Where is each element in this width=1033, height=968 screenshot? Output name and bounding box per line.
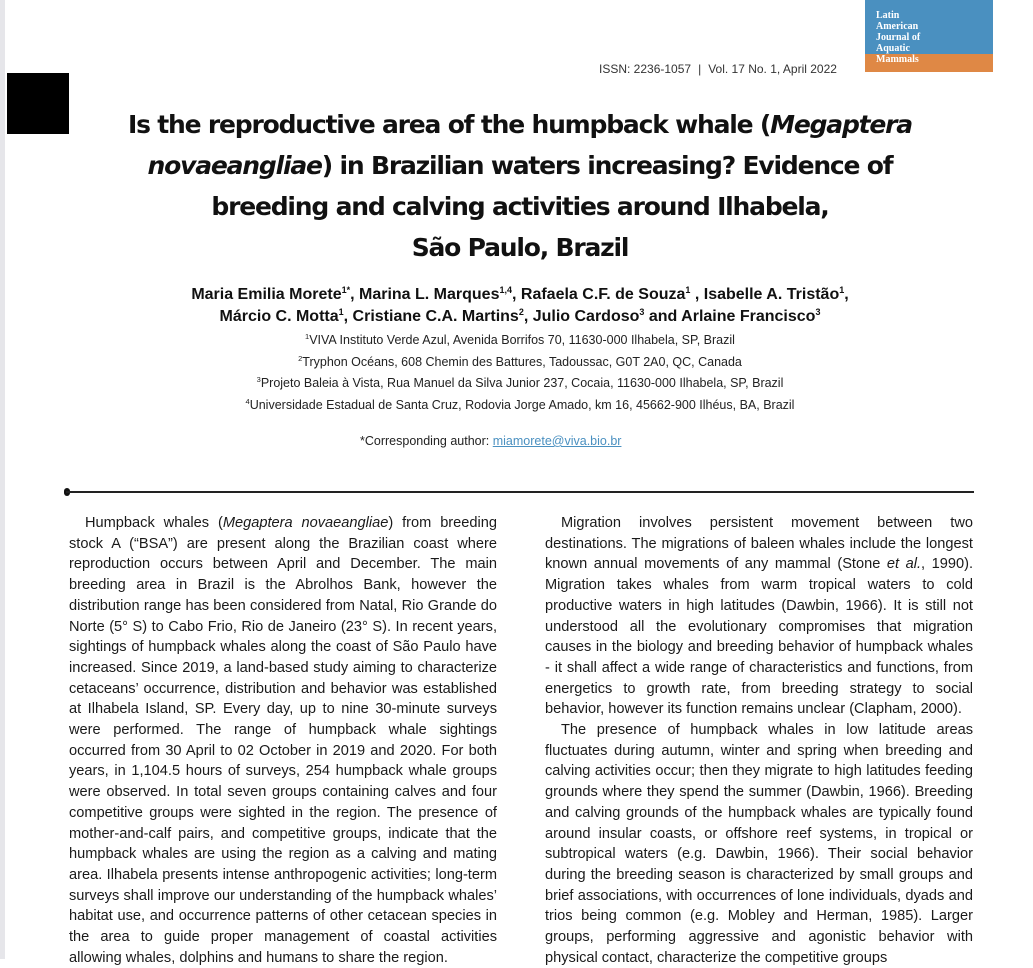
affiliation-text: VIVA Instituto Verde Azul, Avenida Borrifos 70, 11630-000 Ilhabela, SP, Brazil bbox=[309, 333, 735, 347]
page-left-edge bbox=[0, 0, 5, 959]
author-affiliation-marker: 3 bbox=[815, 307, 821, 317]
intro-paragraph-1 bbox=[545, 513, 973, 720]
author-affiliation-marker: 3 bbox=[639, 307, 645, 317]
author-name: Julio Cardoso bbox=[532, 308, 640, 325]
title-text-1: Is the reproductive area of the humpback whale ( bbox=[128, 110, 771, 139]
author-affiliation-marker: 1 bbox=[685, 285, 691, 295]
corresponding-label: *Corresponding author: bbox=[360, 434, 493, 448]
author-name: Cristiane C.A. Martins bbox=[352, 308, 519, 325]
intro-column-right bbox=[545, 513, 973, 968]
affiliation bbox=[130, 373, 910, 395]
author-separator: , bbox=[343, 308, 353, 325]
author-affiliation-marker: 2 bbox=[518, 307, 524, 317]
author-name: Arlaine Francisco bbox=[681, 308, 816, 325]
author-separator: , bbox=[844, 286, 849, 303]
species-italic: Megaptera novaeangliae bbox=[222, 515, 389, 531]
intro-p1-start: Migration involves persistent movement between two destinations. The migrations of baleen whales include the longest known annual movements of any mammal (Stone bbox=[545, 515, 973, 573]
abstract-column-left bbox=[69, 513, 497, 968]
author-name: Rafaela C.F. de Souza bbox=[520, 286, 686, 303]
journal-logo bbox=[865, 0, 993, 72]
affiliation-text: Universidade Estadual de Santa Cruz, Rodovia Jorge Amado, km 16, 45662-900 Ilhéus, BA, Brazil bbox=[249, 397, 795, 412]
corresponding-author bbox=[360, 433, 621, 449]
affiliation bbox=[130, 330, 910, 352]
issue-info: Vol. 17 No. 1, April 2022 bbox=[708, 62, 837, 76]
author-list bbox=[90, 284, 950, 328]
title-text-3: São Paulo, Brazil bbox=[411, 233, 629, 262]
abstract-text-start: Humpback whales ( bbox=[85, 515, 223, 531]
author-separator: , bbox=[512, 286, 521, 303]
issn-line bbox=[599, 62, 837, 77]
intro-p1-rest: , 1990). Migration takes whales from warm tropical waters to cold productive waters in high latitudes (Dawbin, 1966). It is still not understood all the evolutionary compromises that migration causes in the biology and breeding behavior of humpback whales - it shall affect a wide range of characteristics and functions, from energetics to growth rate, from breeding strategy to social behavior, however its function remains unclear (Clapham, 2000). bbox=[545, 556, 974, 718]
header-divider bbox=[66, 491, 974, 493]
affiliation bbox=[130, 395, 910, 417]
author-affiliation-marker: 1 bbox=[839, 285, 845, 295]
affiliation-marker: 2 bbox=[298, 353, 303, 363]
affiliation-marker: 3 bbox=[256, 375, 261, 384]
affiliation-marker: 4 bbox=[245, 396, 250, 406]
affiliation bbox=[130, 352, 910, 374]
journal-logo-text: Latin American Journal of Aquatic Mammals bbox=[876, 10, 921, 65]
corresponding-email-link[interactable]: miamorete@viva.bio.br bbox=[492, 434, 622, 448]
author-affiliation-marker: 1 bbox=[338, 307, 344, 317]
title-text-2: ) in Brazilian waters increasing? Evidence of breeding and calving activities around Ilhabela, bbox=[211, 151, 893, 221]
author-name: Marina L. Marques bbox=[359, 286, 500, 303]
affiliation-text: Tryphon Océans, 608 Chemin des Battures, Tadoussac, G0T 2A0, QC, Canada bbox=[302, 354, 742, 369]
affiliation-text: Projeto Baleia à Vista, Rua Manuel da Silva Junior 237, Cocaia, 11630-000 Ilhabela, SP, Brazil bbox=[260, 376, 784, 390]
author-affiliation-marker: 1,4 bbox=[499, 285, 512, 295]
et-al-italic: et al. bbox=[886, 556, 922, 573]
issn: ISSN: 2236-1057 bbox=[599, 62, 692, 76]
article-title bbox=[100, 104, 940, 268]
author-name: Maria Emilia Morete bbox=[191, 286, 342, 303]
author-separator: and bbox=[644, 308, 682, 325]
redaction-block bbox=[7, 73, 69, 134]
author-affiliation-marker: 1* bbox=[341, 285, 351, 295]
title-species-italic: Megaptera novaeangliae bbox=[147, 110, 912, 180]
affiliation-marker: 1 bbox=[305, 332, 310, 341]
abstract-text-rest: ) from breeding stock A (“BSA”) are present along the Brazilian coast where reproduction occurs between April and December. The main breeding area in Brazil is the Abrolhos Bank, however the distribution range has been considered from Natal, Rio Grande do Norte (5° S) to Cabo Frio, Rio de Janeiro (23° S). In recent years, sightings of humpback whales along the coast of São Paulo have increased. Since 2019, a land-based study aiming to characterize cetaceans’ occurrence, distribution and behavior was established at Ilhabela Island, SP. Every day, up to nine 30-minute surveys were performed. The range of humpback whale sightings occurred from 30 April to 02 October in 2019 and 2020. For both years, in 1,104.5 hours of surveys, 254 humpback whale groups were observed. In total seven groups containing calves and four competitive groups were sighted in the region. The presence of mother-and-calf pairs, and competitive groups, indicate that the humpback whales are using the region as a calving and mating area. Ilhabela presents intense anthropogenic activities; long-term surveys shall improve our understanding of the humpback whales’ habitat use, and occurrence patterns of other cetacean species in the area to guide proper management of coastal activities allowing whales, dolphins and humans to share the region. bbox=[69, 515, 497, 966]
abstract-paragraph bbox=[69, 513, 497, 968]
author-separator: , bbox=[350, 286, 359, 303]
author-separator: , bbox=[690, 286, 704, 303]
affiliation-list bbox=[130, 330, 910, 416]
author-name: Isabelle A. Tristão bbox=[703, 286, 840, 303]
author-separator: , bbox=[523, 308, 533, 325]
author-name: Márcio C. Motta bbox=[219, 308, 339, 325]
issn-separator: | bbox=[698, 62, 702, 76]
intro-paragraph-2: The presence of humpback whales in low latitude areas fluctuates during autumn, winter and spring when breeding and calving activities occur; then they migrate to high latitudes feeding grounds where they spend the summer (Dawbin, 1966). Breeding and calving grounds of the humpback whales are typically found around insular coasts, or offshore reef systems, in tropical or subtropical waters (e.g. Dawbin, 1966). Their social behavior during the breeding season is characterized by small groups and brief associations, with occurrences of lone individuals, dyads and trios being common (e.g. Mobley and Herman, 1985). Larger groups, performing aggressive and agonistic behavior with physical contact, characterize the competitive groups bbox=[545, 722, 973, 966]
